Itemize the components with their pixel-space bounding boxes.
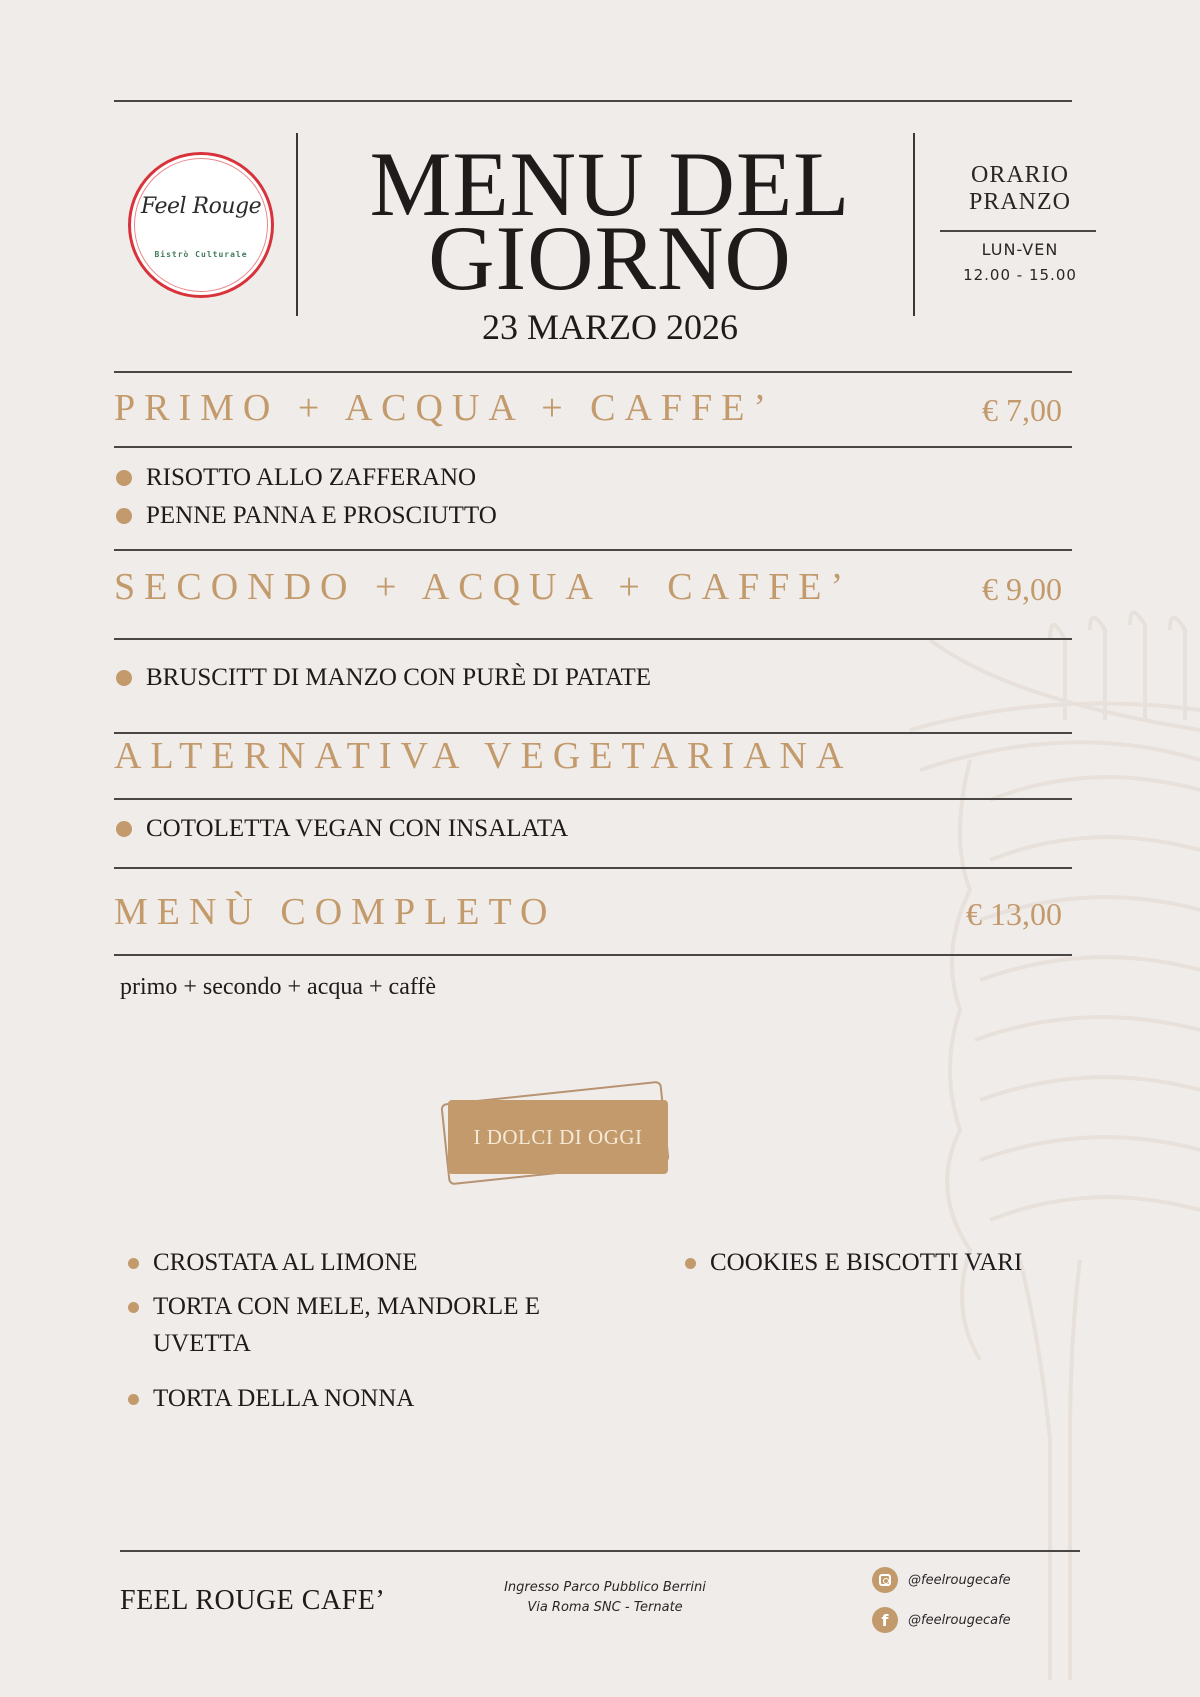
hours-time: 12.00 - 15.00	[963, 266, 1077, 284]
bullet-icon	[128, 1302, 139, 1313]
hours-days: LUN-VEN	[981, 240, 1059, 259]
list-item	[116, 815, 568, 843]
price-primo: € 7,00	[982, 392, 1062, 428]
dessert-item	[128, 1244, 418, 1281]
dessert-label	[153, 1288, 540, 1362]
logo-script-text: Feel Rouge	[140, 194, 262, 219]
instagram-link[interactable]	[872, 1567, 1011, 1593]
dolci-badge-label[interactable]: I DOLCI DI OGGI	[448, 1100, 668, 1174]
top-divider	[114, 100, 1072, 102]
dessert-label: TORTA DELLA NONNA	[153, 1385, 415, 1412]
list-item	[116, 464, 476, 492]
menu-completo-note: primo + secondo + acqua + caffè	[120, 974, 437, 1000]
footer-divider	[120, 1550, 1080, 1552]
item-label: RISOTTO ALLO ZAFFERANO	[146, 464, 477, 491]
logo-ring-inner-icon	[122, 146, 281, 305]
item-label: COTOLETTA VEGAN CON INSALATA	[146, 815, 569, 842]
bullet-icon	[116, 508, 132, 524]
dessert-label-line1: TORTA CON MELE, MANDORLE E	[153, 1293, 540, 1320]
hours-heading-line2: PRANZO	[968, 189, 1071, 215]
hours-heading	[940, 162, 1100, 216]
bullet-icon	[685, 1258, 696, 1269]
menu-date: 23 MARZO 2026	[481, 307, 738, 347]
dessert-label: COOKIES E BISCOTTI VARI	[710, 1249, 1023, 1276]
dolci-badge	[440, 1078, 672, 1186]
section-divider	[114, 798, 1072, 800]
fork-pasta-watermark-icon	[900, 600, 1200, 1697]
bullet-icon	[128, 1258, 139, 1269]
section-divider	[114, 867, 1072, 869]
bullet-icon	[116, 470, 132, 486]
dessert-label: CROSTATA AL LIMONE	[153, 1249, 418, 1276]
footer-address	[470, 1578, 740, 1618]
item-label: PENNE PANNA E PROSCIUTTO	[146, 502, 497, 529]
price-secondo: € 9,00	[982, 571, 1062, 607]
facebook-handle: @feelrougecafe	[908, 1612, 1011, 1628]
feel-rouge-logo	[128, 152, 274, 298]
page-title-line1: MENU DEL	[369, 133, 851, 235]
section-divider	[114, 549, 1072, 551]
hours-divider	[940, 230, 1096, 232]
section-divider	[114, 638, 1072, 640]
item-label: BRUSCITT DI MANZO CON PURÈ DI PATATE	[146, 664, 651, 691]
bullet-icon	[116, 821, 132, 837]
dessert-item	[685, 1244, 1022, 1281]
bullet-icon	[128, 1394, 139, 1405]
address-line2: Via Roma SNC - Ternate	[527, 1600, 683, 1615]
list-item	[116, 502, 497, 530]
dessert-item	[128, 1288, 540, 1362]
facebook-icon: f	[872, 1607, 898, 1633]
section-divider	[114, 954, 1072, 956]
dessert-label-line2: UVETTA	[153, 1330, 251, 1357]
hours-heading-line1: ORARIO	[970, 162, 1069, 188]
section-title-vegetariana: ALTERNATIVA VEGETARIANA	[114, 735, 853, 777]
dessert-item	[128, 1380, 414, 1417]
list-item	[116, 664, 651, 692]
instagram-icon	[872, 1567, 898, 1593]
address-line1: Ingresso Parco Pubblico Berrini	[504, 1580, 706, 1595]
section-title-secondo: SECONDO + ACQUA + CAFFE’	[114, 566, 853, 608]
instagram-handle: @feelrougecafe	[908, 1572, 1011, 1588]
page-title-line2: GIORNO	[428, 207, 792, 309]
section-title-completo: MENÙ COMPLETO	[114, 891, 557, 933]
section-title-primo: PRIMO + ACQUA + CAFFE’	[114, 387, 776, 429]
section-divider	[114, 446, 1072, 448]
section-divider	[114, 371, 1072, 373]
bullet-icon	[116, 670, 132, 686]
header-divider-left	[296, 133, 298, 316]
facebook-link[interactable]	[872, 1607, 1011, 1633]
price-completo: € 13,00	[966, 896, 1062, 932]
logo-subtitle: Bistrò Culturale	[154, 250, 248, 259]
footer-brand: FEEL ROUGE CAFE’	[120, 1585, 386, 1616]
